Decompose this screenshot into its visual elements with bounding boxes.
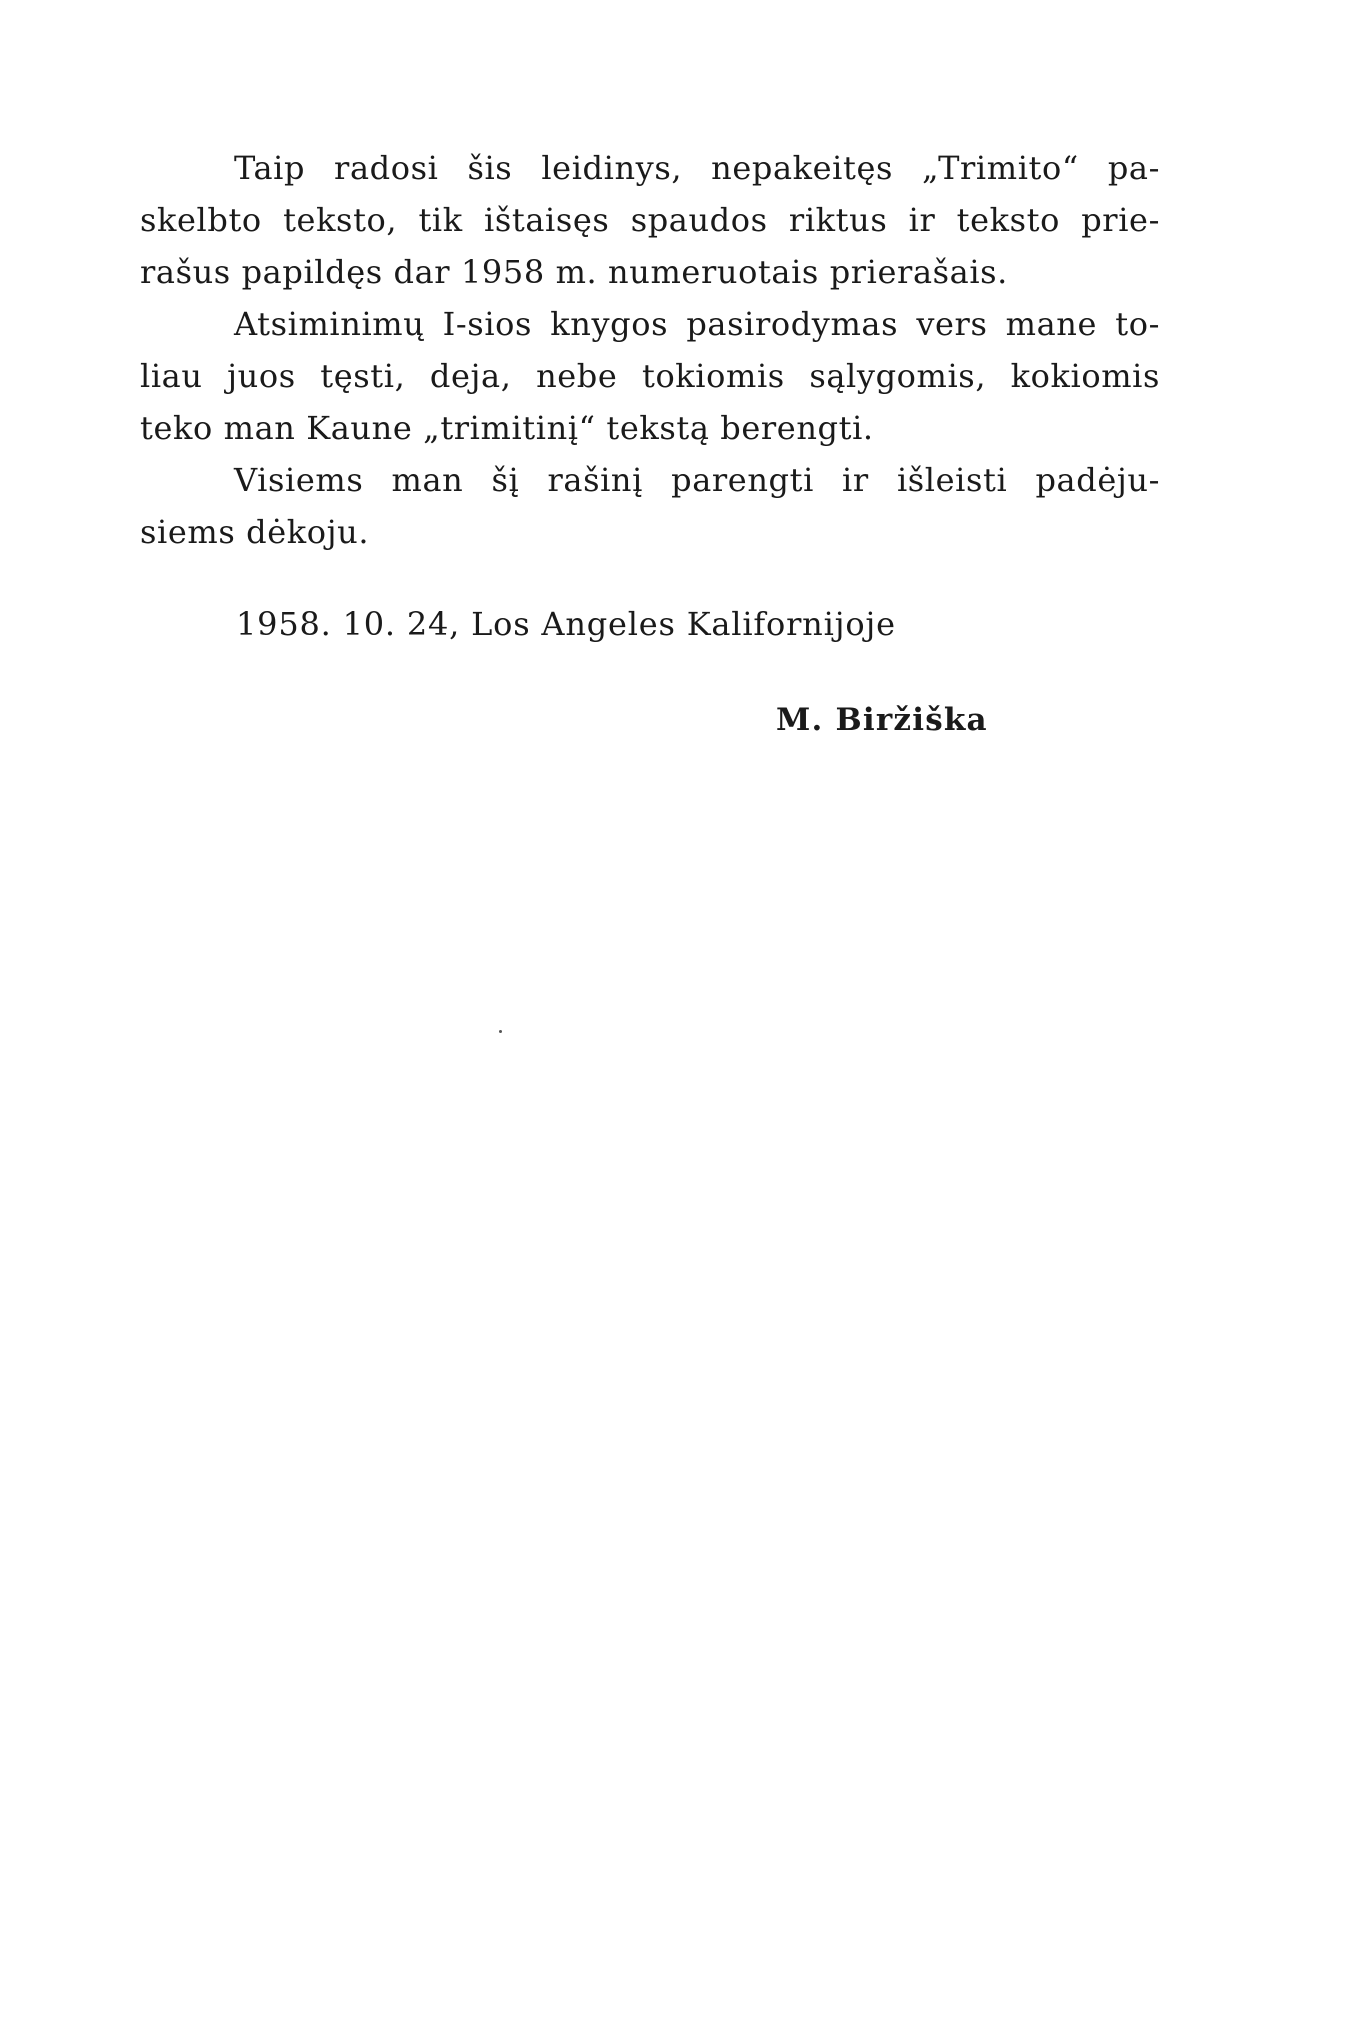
print-speck [499, 1030, 502, 1033]
body-text [140, 142, 1160, 558]
paragraph-2-line-3: teko man Kaune „trimitinį“ tekstą berengti. [140, 409, 874, 447]
paragraph-3-line-1: Visiems man šį rašinį parengti ir išleisti padėju- [234, 461, 1160, 499]
paragraph-1-line-3: rašus papildęs dar 1958 m. numeruotais prierašais. [140, 253, 1008, 291]
dateline: 1958. 10. 24, Los Angeles Kalifornijoje [236, 605, 896, 643]
signature: M. Biržiška [776, 702, 988, 738]
paragraph-1-line-1: Taip radosi šis leidinys, nepakeitęs „Trimito“ pa- [234, 149, 1160, 187]
paragraph-2-line-2: liau juos tęsti, deja, nebe tokiomis sąlygomis, kokiomis [140, 357, 1160, 395]
paragraph-3-line-2: siems dėkoju. [140, 513, 370, 551]
paragraph-2-line-1: Atsiminimų I-sios knygos pasirodymas vers mane to- [234, 305, 1160, 343]
paragraph-1-line-2: skelbto teksto, tik ištaisęs spaudos riktus ir teksto prie- [140, 201, 1160, 239]
